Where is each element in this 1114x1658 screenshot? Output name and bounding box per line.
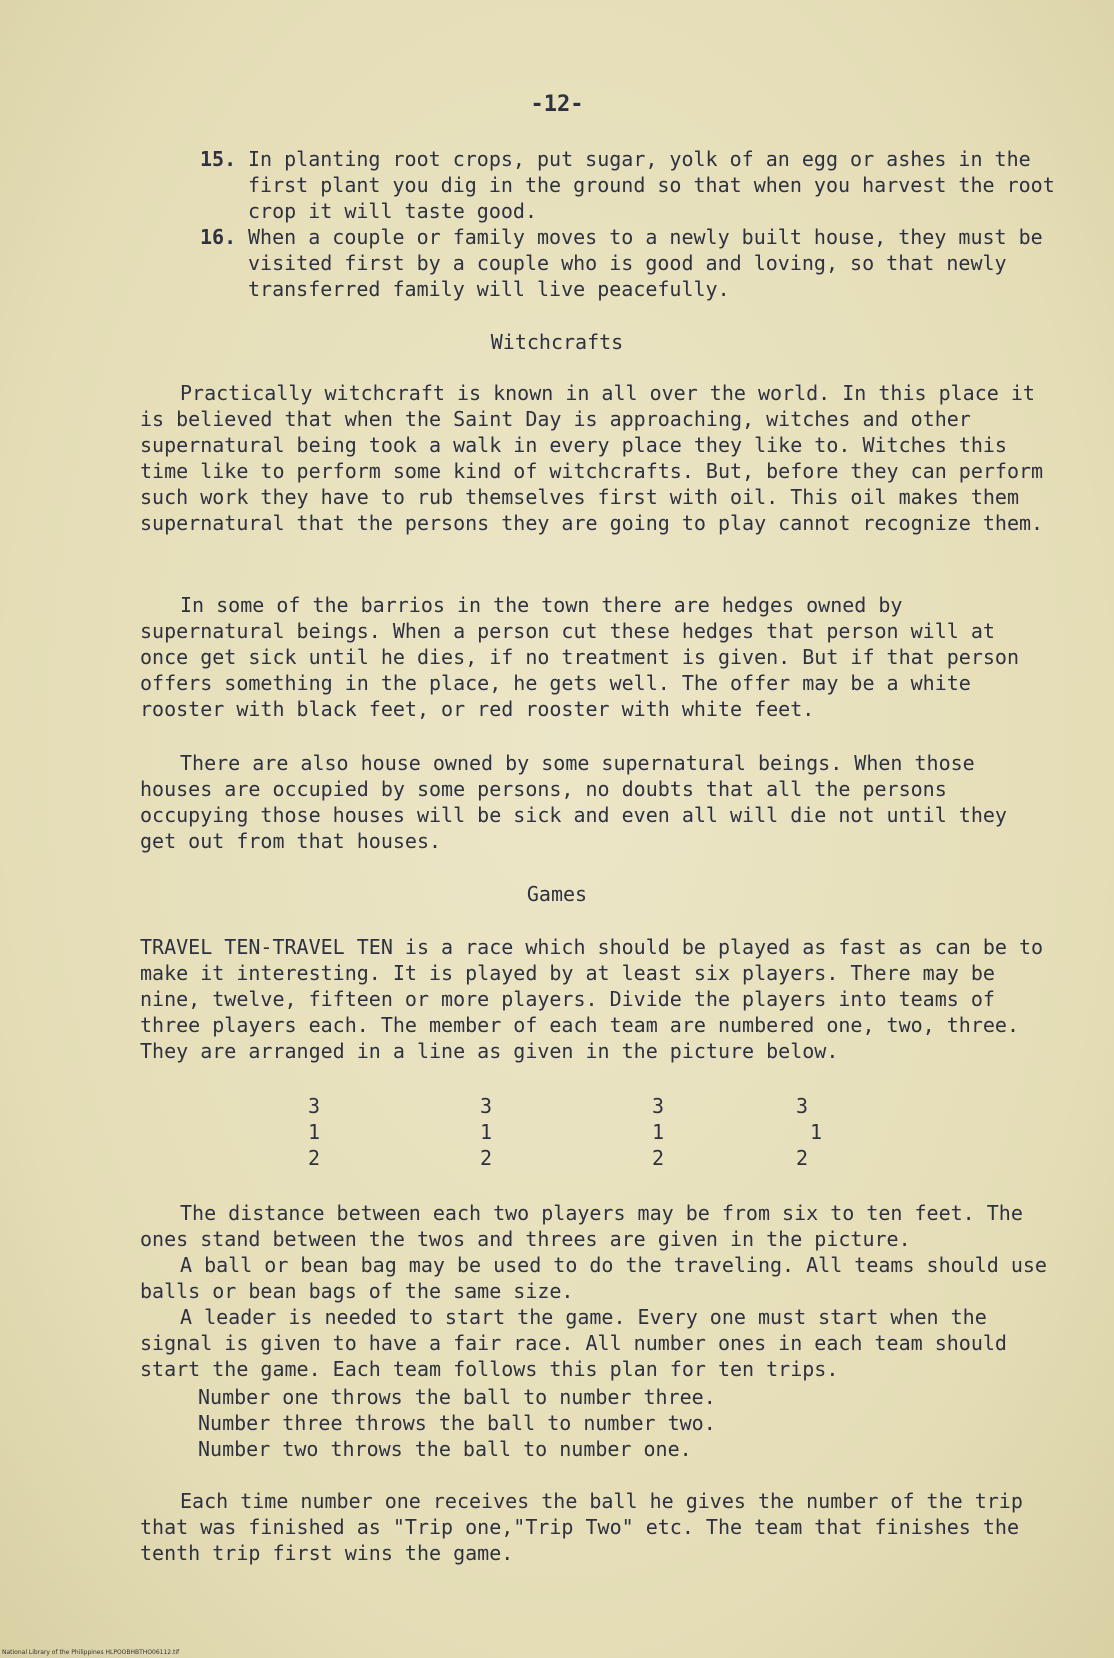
numbered-list — [200, 146, 1060, 302]
paragraph: Each time number one receives the ball he gives the number of the trip that was finished as "Trip one,"Trip Two" etc. The team that finishes the tenth trip first wins the game. — [140, 1489, 1023, 1565]
paragraph: Practically witchcraft is known in all over the world. In this place it is believed that when the Saint Day is approaching, witches and other supernatural being took a walk in every place they like to. Witches this time like to perform some kind of witchcrafts. But, before they can perform such work they have to rub themselves first with oil. This oil makes them supernatural that the persons they are going to play cannot recognize them. — [140, 381, 1044, 535]
paragraph: A leader is needed to start the game. Every one must start when the signal is given to have a fair race. All number ones in each team should start the game. Each team follows this plan for ten trips. — [140, 1305, 1007, 1381]
player-diagram — [308, 1093, 828, 1171]
page-number: -12- — [530, 92, 584, 117]
player-number: 3 — [652, 1094, 665, 1118]
paragraph: There are also house owned by some supernatural beings. When those houses are occupied by some persons, no doubts that all the persons occupying those houses will be sick and even all will die not until they get out from that houses. — [140, 751, 1007, 853]
step-line: Number three throws the ball to number two. — [198, 1411, 716, 1435]
list-item — [200, 224, 1060, 302]
item-text: When a couple or family moves to a newly built house, they must be visited first by a couple who is good and loving, so that newly transferred family will live peacefully. — [248, 225, 1043, 301]
scan-footer: National Library of the Philippines HLPOOBHBTHO06112.tif — [2, 1649, 180, 1656]
player-number: 2 — [480, 1146, 493, 1170]
item-text: In planting root crops, put sugar, yolk of an egg or ashes in the first plant you dig in the ground so that when you harvest the root crop it will taste good. — [248, 147, 1055, 223]
list-item — [200, 146, 1060, 224]
paragraph: A ball or bean bag may be used to do the traveling. All teams should use balls or bean bags of the same size. — [140, 1253, 1047, 1303]
player-number: 3 — [480, 1094, 493, 1118]
paragraph: The distance between each two players may be from six to ten feet. The ones stand between the twos and threes are given in the picture. — [140, 1201, 1023, 1251]
witchcrafts-heading: Witchcrafts — [490, 330, 624, 354]
diagram-row — [308, 1145, 828, 1171]
player-number: 1 — [308, 1120, 321, 1144]
item-number: 15. — [200, 147, 237, 171]
paragraph: In some of the barrios in the town there are hedges owned by supernatural beings. When a person cut these hedges that person will at once get sick until he dies, if no treatment is given. But if that person offers something in the place, he gets well. The offer may be a white rooster with black feet, or red rooster with white feet. — [140, 593, 1019, 721]
games-intro — [140, 934, 1050, 1064]
step-line: Number two throws the ball to number one. — [198, 1437, 692, 1461]
witchcrafts-paragraph-1 — [140, 380, 1050, 536]
witchcrafts-paragraph-3 — [140, 750, 1050, 854]
games-closing — [140, 1488, 1050, 1566]
diagram-row — [308, 1093, 828, 1119]
diagram-row — [308, 1119, 828, 1145]
paragraph: TRAVEL TEN-TRAVEL TEN is a race which should be played as fast as can be to make it interesting. It is played by at least six players. There may be nine, twelve, fifteen or more players. Divide the players into teams of three players each. The member of each team are numbered one, two, three. They are arranged in a line as given in the picture below. — [140, 935, 1044, 1063]
game-steps — [198, 1384, 716, 1462]
player-number: 1 — [652, 1120, 665, 1144]
player-number: 3 — [308, 1094, 321, 1118]
games-heading: Games — [526, 882, 588, 906]
player-number: 2 — [308, 1146, 321, 1170]
player-number: 1 — [810, 1120, 823, 1144]
step-line: Number one throws the ball to number three. — [198, 1385, 716, 1409]
player-number: 2 — [796, 1146, 809, 1170]
item-number: 16. — [200, 225, 237, 249]
player-number: 3 — [796, 1094, 809, 1118]
games-rules — [140, 1200, 1050, 1382]
player-number: 1 — [480, 1120, 493, 1144]
witchcrafts-paragraph-2 — [140, 592, 1050, 722]
player-number: 2 — [652, 1146, 665, 1170]
